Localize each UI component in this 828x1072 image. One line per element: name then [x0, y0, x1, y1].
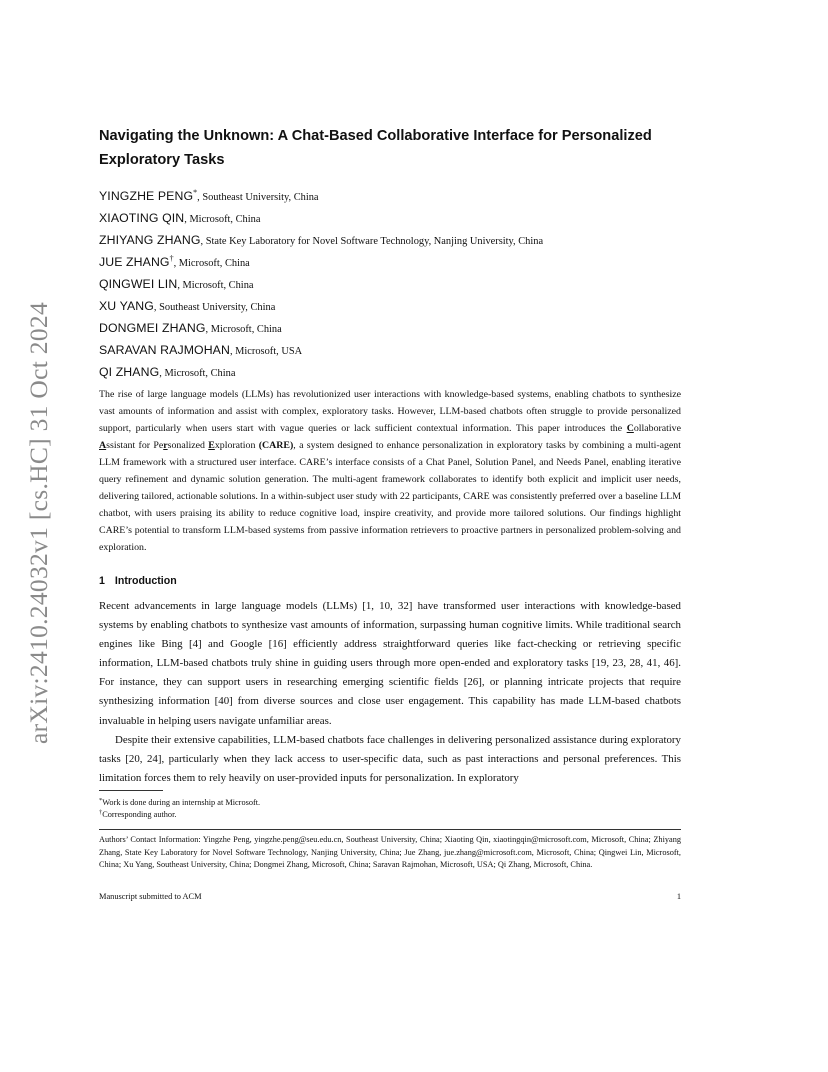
author-line	[99, 182, 699, 204]
author-line	[99, 358, 699, 380]
page-number: 1	[676, 892, 681, 901]
author-mark: *	[193, 188, 198, 197]
paragraph: Recent advancements in large language models (LLMs) [1, 10, 32] have transformed user interactions with knowledge-based systems by enabling chatbots to synthesize vast amounts of information, surpassing human cognitive limits. While traditional search engines like Bing [4] and Google [16] efficiently address straightforward queries like fact-checking or retrieving specific information, LLM-based chatbots truly shine in guiding users through more open-ended and exploratory tasks [19, 23, 28, 41, 46]. For instance, they can support users in researching emerging scientific fields [26], or planning intricate projects that require synthesizing information [40] from diverse sources and close user engagement. This capability has made LLM-based chatbots invaluable in helping users navigate unfamiliar areas.	[99, 600, 681, 727]
author-affiliation: , State Key Laboratory for Novel Software Technology, Nanjing University, China	[200, 236, 544, 247]
author-mark: †	[169, 254, 174, 263]
author-line	[99, 336, 699, 358]
section-heading	[99, 575, 177, 587]
paper-title: Navigating the Unknown: A Chat-Based Collaborative Interface for Personalized Exploratory Tasks	[99, 128, 652, 168]
author-affiliation: , Microsoft, China	[173, 258, 250, 269]
abstract	[99, 386, 681, 556]
author-affiliation: , Microsoft, China	[177, 280, 254, 291]
author-name: DONGMEI ZHANG	[99, 321, 206, 335]
author-affiliation: , Microsoft, USA	[229, 346, 303, 357]
author-line	[99, 270, 699, 292]
author-affiliation: , Southeast University, China	[153, 302, 276, 313]
footnote-rule	[99, 790, 163, 791]
contact-rule	[99, 829, 681, 830]
author-name: QINGWEI LIN	[99, 277, 178, 291]
footer-text: Manuscript submitted to ACM	[99, 892, 202, 901]
author-line	[99, 292, 699, 314]
arxiv-id: arXiv:2410.24032v1 [cs.HC] 31 Oct 2024	[24, 301, 54, 745]
abstract-text: The rise of large language models (LLMs) has revolutionized user interactions with knowledge-based systems, enabling chatbots to synthesize vast amounts of information and assist with complex, exploratory tasks. However, LLM-based chatbots often struggle to provide personalized support, particularly when users start with vague queries or lack sufficient contextual information. This paper introduces the Collaborative Assistant for Personalized Exploration (CARE), a system designed to enhance personalization in exploratory tasks by combining a multi-agent LLM framework with a structured user interface. CARE’s interface consists of a Chat Panel, Solution Panel, and Needs Panel, enabling iterative query refinement and dynamic solution generation. The multi-agent framework collaborates to identify both explicit and implicit user needs, delivering tailored, actionable solutions. In a within-subject user study with 22 participants, CARE was consistently preferred over a baseline LLM chatbot, with users praising its ability to reduce cognitive load, inspire creativity, and provide more tailored solutions. Our findings highlight CARE’s potential to transform LLM-based systems from passive information retrievers to proactive partners in personalized problem-solving and exploration.	[99, 389, 681, 553]
page-footer	[99, 892, 681, 901]
author-affiliation: , Microsoft, China	[159, 368, 236, 379]
section-title: Introduction	[114, 575, 177, 587]
author-name: JUE ZHANG	[99, 255, 170, 269]
author-name: ZHIYANG ZHANG	[99, 233, 201, 247]
paragraph: Despite their extensive capabilities, LLM-based chatbots face challenges in delivering personalized assistance during exploratory tasks [20, 24], particularly when they lack access to user-specific data, such as past interactions and personal preferences. This limitation forces them to rely heavily on user-provided inputs for personalization. In exploratory	[99, 733, 681, 784]
author-line	[99, 248, 699, 270]
footnote: *Work is done during an internship at Microsoft.	[99, 797, 261, 807]
author-affiliation: , Microsoft, China	[184, 214, 261, 225]
author-line	[99, 314, 699, 336]
author-affiliation: , Microsoft, China	[205, 324, 282, 335]
author-name: QI ZHANG	[99, 365, 160, 379]
author-name: SARAVAN RAJMOHAN	[99, 343, 230, 357]
author-list	[99, 182, 699, 380]
contact-info: Authors’ Contact Information: Yingzhe Peng, yingzhe.peng@seu.edu.cn, Southeast University, China; Xiaoting Qin, xiaotingqin@microsoft.com, Microsoft, China; Zhiyang Zhang, State Key Laboratory for Novel Software Technology, Nanjing University, China; Jue Zhang, jue.zhang@microsoft.com, Microsoft, China; Qingwei Lin, Microsoft, China; Xu Yang, Southeast University, China; Dongmei Zhang, Microsoft, China; Saravan Rajmohan, Microsoft, USA; Qi Zhang, Microsoft, China.	[99, 835, 681, 870]
author-line	[99, 226, 699, 248]
section-number: 1	[99, 575, 105, 587]
author-name: XU YANG	[99, 299, 154, 313]
author-affiliation: , Southeast University, China	[197, 192, 319, 203]
author-line	[99, 204, 699, 226]
acronym: (CARE)	[258, 440, 294, 451]
author-name: XIAOTING QIN	[99, 211, 185, 225]
arxiv-stamp	[12, 288, 66, 758]
body-text	[99, 597, 681, 788]
footnote: †Corresponding author.	[99, 809, 177, 819]
author-name: YINGZHE PENG	[99, 189, 194, 203]
